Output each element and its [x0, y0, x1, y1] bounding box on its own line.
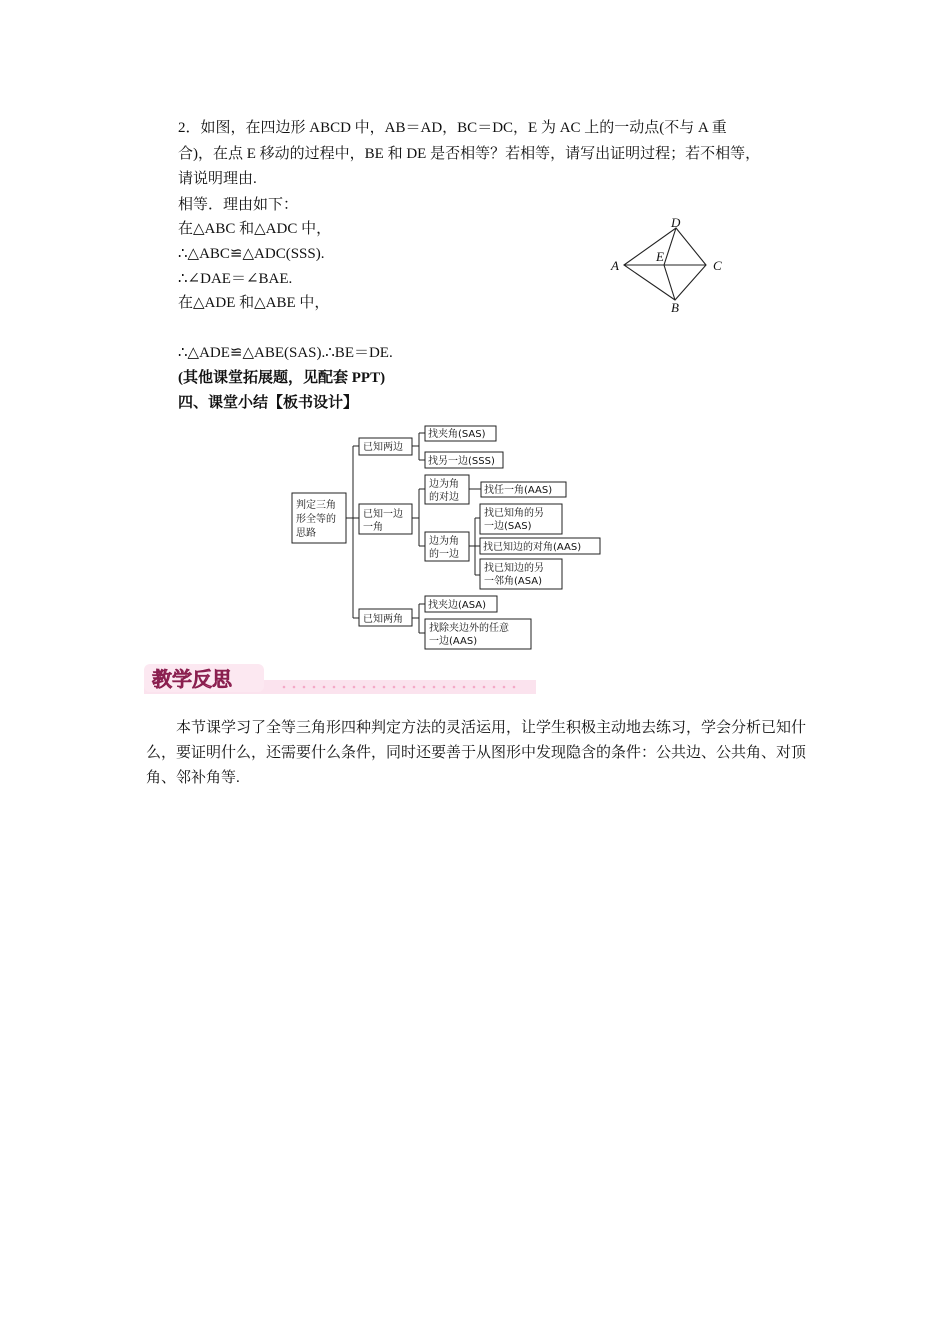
find-included-side-asa: 找夹边(ASA) [428, 600, 487, 611]
problem-line-2: 合)，在点 E 移动的过程中，BE 和 DE 是否相等？若相等，请写出证明过程；若不相等， [178, 146, 761, 162]
find-opposite-angle-aas: 找已知边的对角(AAS) [483, 542, 582, 553]
flowchart [288, 420, 608, 660]
find-other-angle-asa-line-1: 找已知边的另 [484, 563, 544, 574]
teaching-reflection-banner [144, 664, 536, 694]
root-line-1: 判定三角 [296, 500, 336, 511]
find-included-angle-sas: 找夹角(SAS) [428, 429, 486, 440]
problem-line-3: 请说明理由. [178, 171, 257, 187]
solution-line-3: ∴△ABC≌△ADC(SSS). [178, 246, 325, 262]
solution-line-5: 在△ADE 和△ABE 中， [178, 295, 330, 311]
label-e: E [656, 249, 664, 264]
find-other-side-sas-line-1: 找已知角的另 [484, 508, 544, 519]
find-any-angle-aas: 找任一角(AAS) [484, 485, 553, 496]
problem-line-1: 2．如图，在四边形 ABCD 中，AB＝AD，BC＝DC，E 为 AC 上的一动点(不与 A 重 [178, 120, 727, 136]
solution-line-1: 相等．理由如下： [178, 197, 299, 213]
solution-line-2: 在△ABC 和△ADC 中， [178, 221, 332, 237]
ppt-note: (其他课堂拓展题，见配套 PPT) [178, 370, 386, 386]
label-a: A [611, 258, 619, 273]
side-opposite-line-2: 的对边 [429, 492, 459, 503]
solution-line-6: ∴△ADE≌△ABE(SAS).∴BE＝DE. [178, 345, 393, 361]
teaching-reflection-title: 教学反思 [152, 667, 232, 691]
find-other-angle-asa-line-2: 一邻角(ASA) [484, 576, 543, 587]
label-b: B [671, 300, 679, 315]
root-line-3: 思路 [296, 528, 316, 539]
side-adjacent-line-1: 边为角 [429, 536, 459, 547]
side-opposite-line-1: 边为角 [429, 479, 459, 490]
section-title: 四、课堂小结【板书设计】 [178, 395, 359, 411]
find-any-side-aas-line-2: 一边(AAS) [429, 636, 478, 647]
find-third-side-sss: 找另一边(SSS) [428, 456, 495, 467]
root-line-2: 形全等的 [296, 514, 336, 525]
known-side-angle-line-2: 一角 [363, 522, 383, 533]
label-c: C [713, 258, 722, 273]
label-d: D [671, 215, 681, 230]
known-side-angle-line-1: 已知一边 [363, 509, 403, 520]
known-two-angles: 已知两角 [363, 614, 403, 625]
side-adjacent-line-2: 的一边 [429, 549, 459, 560]
find-any-side-aas-line-1: 找除夹边外的任意 [429, 623, 509, 634]
find-other-side-sas-line-2: 一边(SAS) [484, 521, 532, 532]
quadrilateral-figure [606, 214, 730, 316]
known-two-sides: 已知两边 [363, 442, 403, 453]
reflection-paragraph: 本节课学习了全等三角形四种判定方法的灵活运用，让学生积极主动地去练习，学会分析已知什么，要证明什么，还需要什么条件，同时还要善于从图形中发现隐含的条件：公共边、公共角、对顶角、邻补角等. [146, 720, 807, 786]
solution-line-4: ∴∠DAE＝∠BAE. [178, 271, 293, 287]
